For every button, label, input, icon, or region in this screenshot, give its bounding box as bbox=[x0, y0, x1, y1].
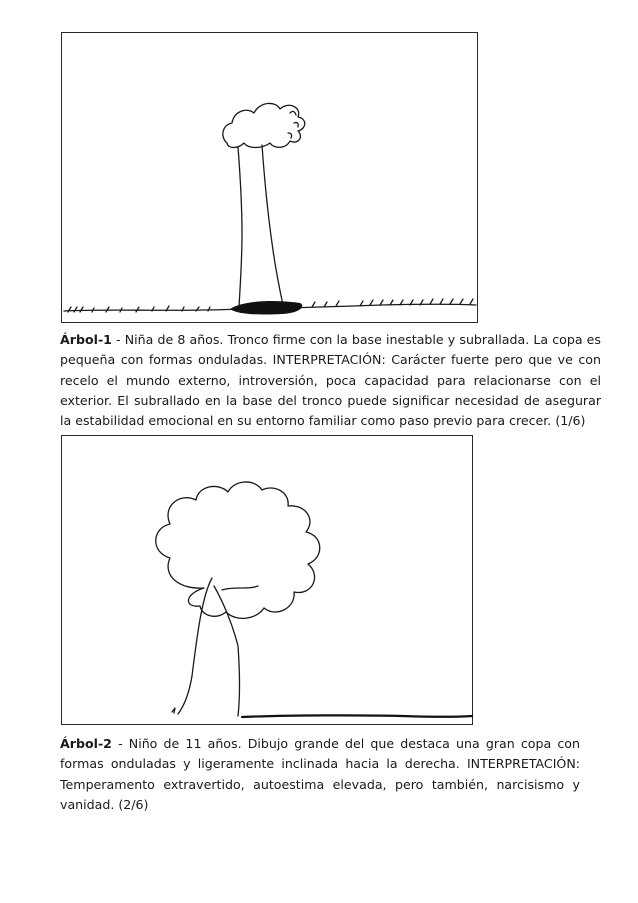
tree-1-trunk-left bbox=[238, 147, 242, 307]
caption-2-text: - Niño de 11 años. Dibujo grande del que destaca una gran copa con formas onduladas y ligeramente inclinada hacia la derecha. INTERPRETACIÓN: Temperamento extravertido, autoestima elevada, pero también, narcisismo y vanidad. (2/6) bbox=[60, 736, 580, 812]
tree-2-trunk-right bbox=[214, 586, 240, 716]
tree-2-trunk-left bbox=[178, 578, 212, 714]
caption-2 bbox=[60, 734, 580, 815]
tree-1-crown bbox=[223, 103, 305, 147]
caption-1-text: - Niña de 8 años. Tronco firme con la base inestable y subrallada. La copa es pequeña con formas onduladas. INTERPRETACIÓN: Carácter fuerte pero que ve con recelo el mundo externo, introversión, poca capacidad para relacionarse con el exterior. El subrallado en la base del tronco puede significar necesidad de asegurar la estabilidad emocional en su entorno familiar como paso previo para crecer. (1/6) bbox=[60, 332, 601, 429]
caption-1 bbox=[60, 330, 601, 431]
tree-1-shaded-base bbox=[230, 301, 302, 314]
tree-2-mark bbox=[172, 708, 175, 713]
caption-2-label: Árbol-2 bbox=[60, 736, 112, 751]
tree-drawing-1 bbox=[61, 32, 478, 323]
tree-drawing-2 bbox=[61, 435, 473, 725]
tree-1-trunk-right bbox=[262, 145, 283, 305]
tree-2-sketch bbox=[62, 436, 474, 726]
tree-1-sketch bbox=[62, 33, 479, 324]
tree-2-ground bbox=[242, 715, 472, 717]
tree-1-crown-detail bbox=[288, 111, 298, 138]
tree-2-crown bbox=[156, 482, 320, 618]
caption-1-label: Árbol-1 bbox=[60, 332, 112, 347]
tree-2-branch bbox=[222, 586, 258, 590]
